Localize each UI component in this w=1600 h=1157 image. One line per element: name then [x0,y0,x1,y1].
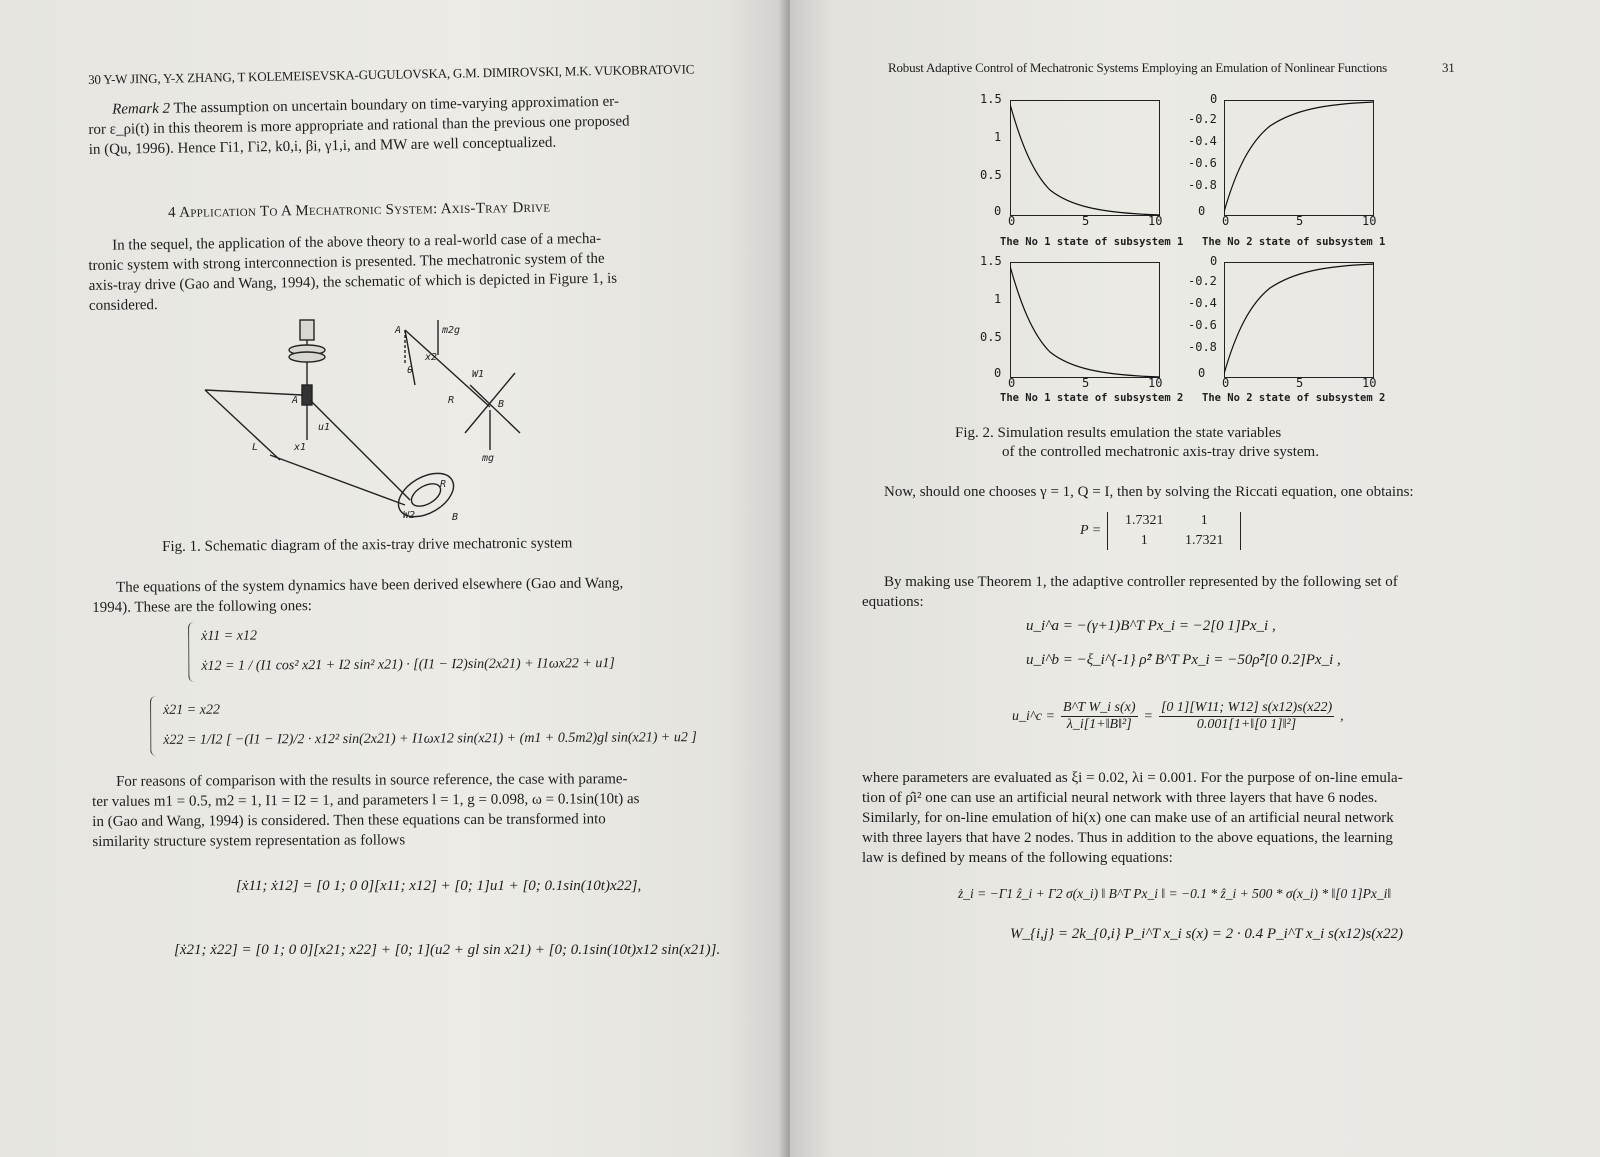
figure1-caption: Fig. 1. Schematic diagram of the axis-tray drive mechatronic system [162,535,573,555]
xtick: 0 [1008,214,1016,228]
xtick: 0 [1008,376,1016,390]
matrix-equation-2: [ẋ21; ẋ22] = [0 1; 0 0][x21; x22] + [0; 1](u2 + gl sin x21) + [0; 0.1sin(10t)x12 sin(x21)]. [174,942,721,958]
fig2-caption-line-1: Fig. 2. Simulation results emulation the state variables [955,425,1282,441]
plot-sub1-state1 [980,92,1184,256]
intro-line-2: tronic system with strong interconnection is presented. The mechatronic system of the [88,250,605,274]
left-running-head: 30 Y-W JING, Y-X ZHANG, T KOLEMEISEVSKA-GUGULOVSKA, G.M. DIMIROVSKI, M.K. VUKOBRATOVIC [88,61,695,87]
controller-eq-b: u_i^b = −ξ_i^{-1} ρ̂² B^T Px_i = −50ρ̂²[0 0.2]Px_i , [1026,652,1341,668]
fig1-label-a1: A [395,325,402,336]
ytick: 0.5 [980,330,1002,344]
xtick: 10 [1148,376,1163,390]
xtick: 5 [1082,214,1090,228]
left-page [0,0,790,1157]
p-matrix [1080,512,1241,550]
equations-subsystem-1 [188,619,615,682]
arm [310,400,410,500]
plot-title: The No 1 state of subsystem 1 [1000,236,1184,248]
controller-eq-a: u_i^a = −(γ+1)B^T Px_i = −2[0 1]Px_i , [1026,618,1276,634]
learning-eq-1: ż_i = −Γ1 ẑ_i + Γ2 σ(x_i) ‖ B^T Px_i ‖ = −0.1 * ẑ_i + 500 * σ(x_i) * ‖[0 1]Px_i‖ [958,886,1392,901]
ytick: -0.4 [1188,296,1217,310]
plot-sub2-state2 [1188,254,1388,418]
fig1-label-x2: x2 [425,352,438,363]
ytick: 0 [994,204,1002,218]
figure1-schematic [190,315,540,530]
comparison-line-2: ter values m1 = 0.5, m2 = 1, I1 = I2 = 1, and parameters l = 1, g = 0.098, ω = 0.1sin(10t) as [92,791,640,810]
ytick: 0.5 [980,168,1002,182]
plot-frame [1011,101,1160,216]
eq-c-equals: = [1143,708,1153,724]
params-line-5: law is defined by means of the following equations: [862,850,1173,866]
eq-sub1-line-2: ẋ12 = 1 / (I1 cos² x21 + I2 sin² x21) · [(I1 − I2)sin(2x21) + I1ωx22 + u1] [201,656,615,674]
right-page-number: 31 [1442,60,1455,75]
p-matrix-body [1107,512,1241,550]
eq-c-frac1-num: B^T W_i s(x) [1062,700,1136,715]
params-line-2: tion of ρ̂i² one can use an artificial neural network with three layers that have 6 nodes. [862,790,1378,806]
comparison-line-4: similarity structure system representation as follows [92,832,406,850]
plot-title: The No 2 state of subsystem 2 [1202,392,1386,404]
fig1-label-w1: W1 [472,369,485,380]
fig1-label-a2: A [292,395,299,406]
eq-c-frac2-num: [0 1][W11; W12] s(x12)s(x22) [1160,700,1333,715]
intro-paragraph [88,228,679,316]
shaft-top-cap [300,320,314,340]
section-heading: 4 Application To A Mechatronic System: Axis-Tray Drive [168,199,551,221]
eq-sub2-line-2: ẋ22 = 1/I2 [ −(I1 − I2)/2 · x12² sin(2x21) + I1ωx12 sin(x21) + (m1 + 0.5m2)gl sin(x21) + u2 ] [163,730,697,748]
frame-line-3 [270,455,405,505]
shaft-disk-2 [289,352,325,362]
eq-sub2-line-1: ẋ21 = x22 [163,702,220,718]
eq-c-frac2-den: 0.001[1+‖[0 1]‖²] [1196,717,1297,732]
plot-sub1-state2-axes [1224,100,1374,216]
ytick: 0 [1198,366,1206,380]
ytick: -0.6 [1188,318,1217,332]
dynamics-line-1: The equations of the system dynamics have been derived elsewhere (Gao and Wang, [116,575,624,596]
remark-label: Remark 2 [112,100,171,118]
xtick: 10 [1362,214,1377,228]
theorem-line-1: By making use Theorem 1, the adaptive controller represented by the following set of [884,574,1398,590]
wheel-outer [391,464,461,525]
plot-sub1-state2 [1188,92,1388,256]
plot-title: The No 2 state of subsystem 1 [1202,236,1386,248]
p-matrix-lhs: P = [1080,523,1102,538]
fig2-caption-line-2: of the controlled mechatronic axis-tray drive system. [1002,444,1319,460]
xtick: 10 [1148,214,1163,228]
p-r2c2: 1.7321 [1185,533,1224,548]
ytick: 0 [1210,92,1218,106]
eq-c-frac1 [1061,700,1138,733]
ytick: -0.8 [1188,178,1217,192]
ytick: 0 [994,366,1002,380]
remark-line-3: in (Qu, 1996). Hence Γi1, Γi2, k0,i, βi, γ1,i, and MW are well conceptualized. [88,134,557,158]
ytick: 1.5 [980,254,1002,268]
eq-c-frac1-den: λ_i[1+‖B‖²] [1066,717,1132,732]
riccati-paragraph: Now, should one chooses γ = 1, Q = I, then by solving the Riccati equation, one obtains: [884,484,1414,500]
ytick: -0.6 [1188,156,1217,170]
ytick: 0 [1198,204,1206,218]
fig1-label-w2: W2 [403,510,416,521]
right-page [790,0,1600,1157]
params-line-4: with three layers that have 2 nodes. Thus in addition to the above equations, the learning [862,830,1393,846]
controller-eq-c [1012,700,1344,733]
ytick: -0.4 [1188,134,1217,148]
plot-title: The No 1 state of subsystem 2 [1000,392,1184,404]
fig1-label-b2: B [452,512,459,523]
ytick: 0 [1210,254,1218,268]
p-r2c1: 1 [1140,533,1148,548]
theorem-paragraph [862,572,1498,612]
plot-frame [1225,101,1374,216]
dynamics-paragraph [92,573,682,618]
plot-curve [1224,102,1374,212]
plot-frame [1011,263,1160,378]
p-r1c1: 1.7321 [1125,513,1164,528]
xtick: 5 [1296,214,1304,228]
comparison-line-3: in (Gao and Wang, 1994) is considered. Then these equations can be transformed into [92,811,606,830]
plot-sub2-state1 [980,254,1184,418]
fig1-label-mg: mg [482,453,495,464]
fig1-label-l: L [252,442,259,453]
comparison-paragraph [92,769,682,852]
dynamics-line-2: 1994). These are the following ones: [92,598,312,616]
matrix-equation-1: [ẋ11; ẋ12] = [0 1; 0 0][x11; x12] + [0; 1]u1 + [0; 0.1sin(10t)x22], [236,878,642,894]
params-paragraph [862,768,1498,868]
eq-c-tail: , [1340,708,1344,724]
remark-line-2: ror ε_ρi(t) in this theorem is more appropriate and rational than the previous one proposed [88,113,630,138]
fig1-label-x1: x1 [294,442,307,453]
plot-frame [1225,263,1374,378]
theorem-line-2: equations: [862,594,924,610]
ytick: 1 [994,130,1002,144]
plot-curve [1224,264,1374,374]
remark-line-1: The assumption on uncertain boundary on time-varying approximation er- [173,93,620,117]
learning-eq-2: W_{i,j} = 2k_{0,i} P_i^T x_i s(x) = 2 · 0.4 P_i^T x_i s(x12)s(x22) [1010,926,1403,942]
shaft-bearing [302,385,312,405]
frame-line-2 [205,390,280,460]
comparison-line-1: For reasons of comparison with the results in source reference, the case with parame- [116,771,628,790]
params-line-3: Similarly, for on-line emulation of hi(x) one can make use of an artificial neural network [862,810,1394,826]
xtick: 5 [1296,376,1304,390]
ytick: -0.2 [1188,274,1217,288]
plot-curve [1010,266,1160,377]
frame-line-1 [205,390,302,395]
right-running-head: Robust Adaptive Control of Mechatronic Systems Employing an Emulation of Nonlinear Functions [888,60,1388,75]
fig2-plots [980,92,1386,416]
eq-c-frac2 [1159,700,1334,733]
remark-paragraph [88,91,679,160]
xtick: 0 [1222,376,1230,390]
ytick: 1 [994,292,1002,306]
plot-curve [1010,104,1160,215]
fig1-label-r2: R [440,479,447,490]
tray-arm [470,385,520,433]
intro-line-1: In the sequel, the application of the above theory to a real-world case of a mecha- [112,230,602,254]
ytick: 1.5 [980,92,1002,106]
eq-sub1-line-1: ẋ11 = x12 [201,628,257,644]
plot-sub2-state1-axes [1010,262,1160,378]
ytick: -0.2 [1188,112,1217,126]
fig1-label-u1: u1 [318,422,331,433]
xtick: 10 [1362,376,1377,390]
equations-subsystem-2 [150,693,697,756]
xtick: 0 [1222,214,1230,228]
intro-line-4: considered. [88,297,158,314]
plot-sub1-state1-axes [1010,100,1160,216]
wheel-inner [408,479,445,511]
figure2-caption [955,424,1455,462]
p-r1c2: 1 [1200,513,1208,528]
fig1-label-r1: R [448,395,455,406]
fig1-label-m2g: m2g [442,325,461,336]
params-line-1: where parameters are evaluated as ξi = 0.02, λi = 0.001. For the purpose of on-line emula- [862,770,1403,786]
fig1-label-theta: θ [407,365,414,376]
eq-c-lhs: u_i^c = [1012,708,1055,724]
fig1-label-b1: B [498,399,505,410]
intro-line-3: axis-tray drive (Gao and Wang, 1994), the schematic of which is depicted in Figure 1, is [88,270,618,294]
plot-sub2-state2-axes [1224,262,1374,378]
xtick: 5 [1082,376,1090,390]
ytick: -0.8 [1188,340,1217,354]
